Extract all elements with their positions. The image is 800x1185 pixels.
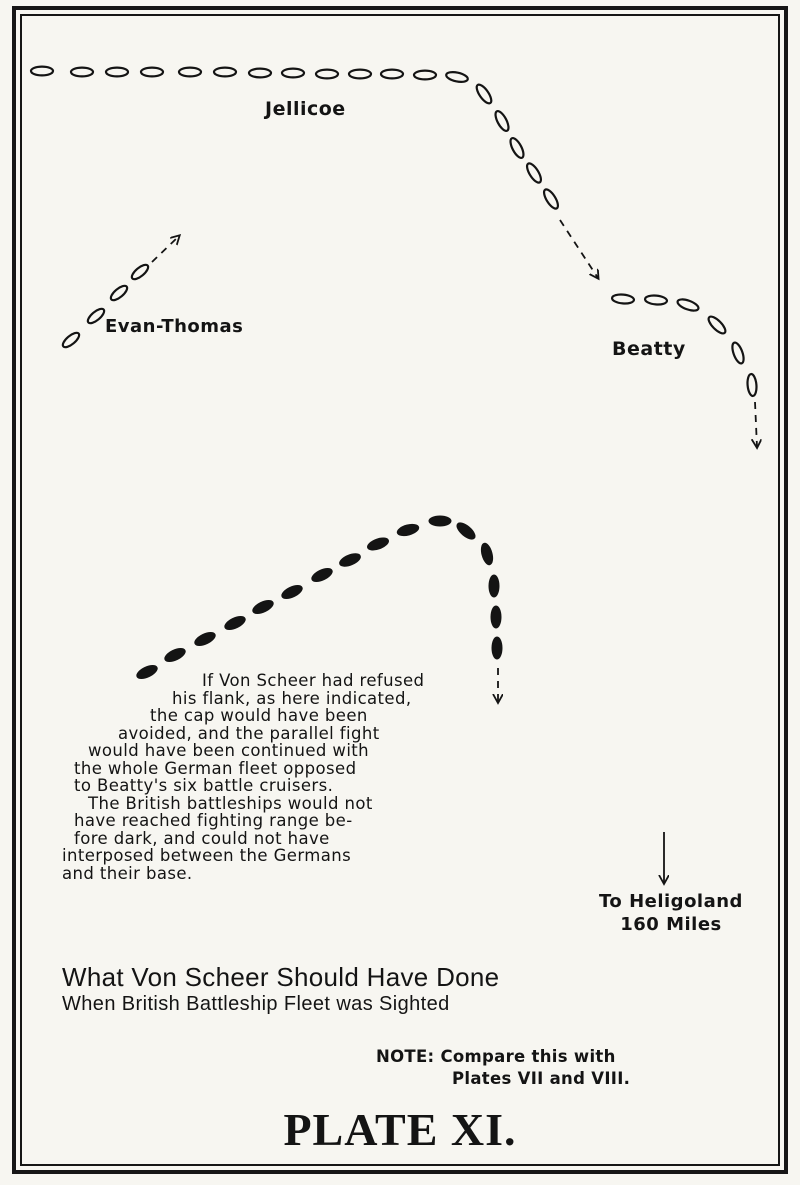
british-ship-marker [524, 161, 543, 184]
explanation-line: If Von Scheer had refused [202, 671, 425, 690]
evan-thomas-course-arrow [152, 236, 179, 262]
german-ship-marker [454, 520, 477, 542]
german-ship-marker [366, 536, 390, 553]
explanation-line: would have been continued with [88, 741, 370, 760]
german-ship-marker [338, 551, 362, 569]
explanation-line: and their base. [62, 863, 193, 883]
explanation-text [60, 672, 480, 882]
british-ship-marker [445, 70, 468, 83]
heligoland-label-line1: To Heligoland [599, 891, 743, 912]
explanation-line: have reached fighting range be- [74, 811, 353, 830]
explanation-line: avoided, and the parallel fight [118, 723, 380, 743]
beatty-course-arrow [755, 402, 757, 447]
explanation-line: to Beatty's six battle cruisers. [74, 776, 334, 795]
british-ship-marker [747, 374, 758, 397]
note [376, 1046, 630, 1090]
british-ship-marker [381, 70, 403, 79]
explanation-line: the cap would have been [150, 706, 368, 725]
caption-subtitle: When British Battleship Fleet was Sighted [62, 993, 450, 1015]
british-ship-marker [316, 70, 338, 79]
jellicoe-label: Jellicoe [265, 98, 346, 120]
german-fleet-line [135, 516, 502, 681]
british-ship-marker [612, 294, 635, 305]
explanation-line: interposed between the Germans [62, 846, 352, 865]
plate-title: PLATE XI. [283, 1104, 517, 1155]
german-ship-marker [251, 598, 275, 616]
british-ship-marker [61, 330, 82, 349]
british-ship-marker [676, 297, 700, 313]
german-ship-marker [163, 646, 187, 664]
jellicoe-course-arrow [560, 220, 598, 278]
german-ship-marker [491, 606, 501, 628]
german-ship-marker [396, 522, 420, 537]
german-ship-marker [489, 575, 499, 597]
british-ship-marker [474, 82, 494, 105]
british-ship-marker [106, 68, 128, 77]
british-ship-marker [541, 187, 560, 210]
british-ship-marker [645, 295, 668, 306]
caption-title: What Von Scheer Should Have Done [62, 962, 500, 992]
british-ship-marker [31, 67, 53, 76]
german-ship-marker [193, 630, 217, 648]
british-ship-marker [71, 68, 93, 77]
explanation-line: his flank, as here indicated, [172, 688, 412, 708]
british-ship-marker [214, 68, 236, 77]
heligoland-label [596, 890, 746, 936]
british-ship-marker [493, 109, 511, 133]
british-ship-marker [141, 68, 163, 77]
german-ship-marker [479, 542, 494, 566]
british-ship-marker [109, 283, 130, 302]
british-ship-marker [249, 69, 271, 78]
heligoland-label-line2: 160 Miles [620, 914, 722, 935]
evan-thomas-label: Evan-Thomas [105, 316, 244, 337]
british-ship-marker [179, 68, 201, 77]
explanation-line: the whole German fleet opposed [74, 758, 357, 778]
note-line1: NOTE: Compare this with [376, 1047, 616, 1066]
british-ship-marker [706, 314, 728, 336]
german-ship-marker [280, 583, 304, 601]
british-ship-marker [349, 70, 371, 79]
note-line2: Plates VII and VIII. [452, 1069, 631, 1088]
british-ship-marker [130, 262, 151, 281]
british-ship-marker [414, 71, 436, 80]
explanation-line: fore dark, and could not have [74, 828, 330, 848]
british-ship-marker [730, 341, 746, 365]
beatty-label: Beatty [612, 338, 686, 360]
explanation-line: The British battleships would not [88, 793, 373, 813]
british-ship-marker [508, 136, 526, 160]
british-ship-marker [86, 306, 107, 325]
german-ship-marker [429, 516, 451, 526]
jellicoe-fleet-line [31, 67, 561, 211]
german-ship-marker [492, 637, 502, 659]
german-ship-marker [310, 566, 334, 584]
german-ship-marker [223, 614, 247, 632]
british-ship-marker [282, 69, 304, 78]
